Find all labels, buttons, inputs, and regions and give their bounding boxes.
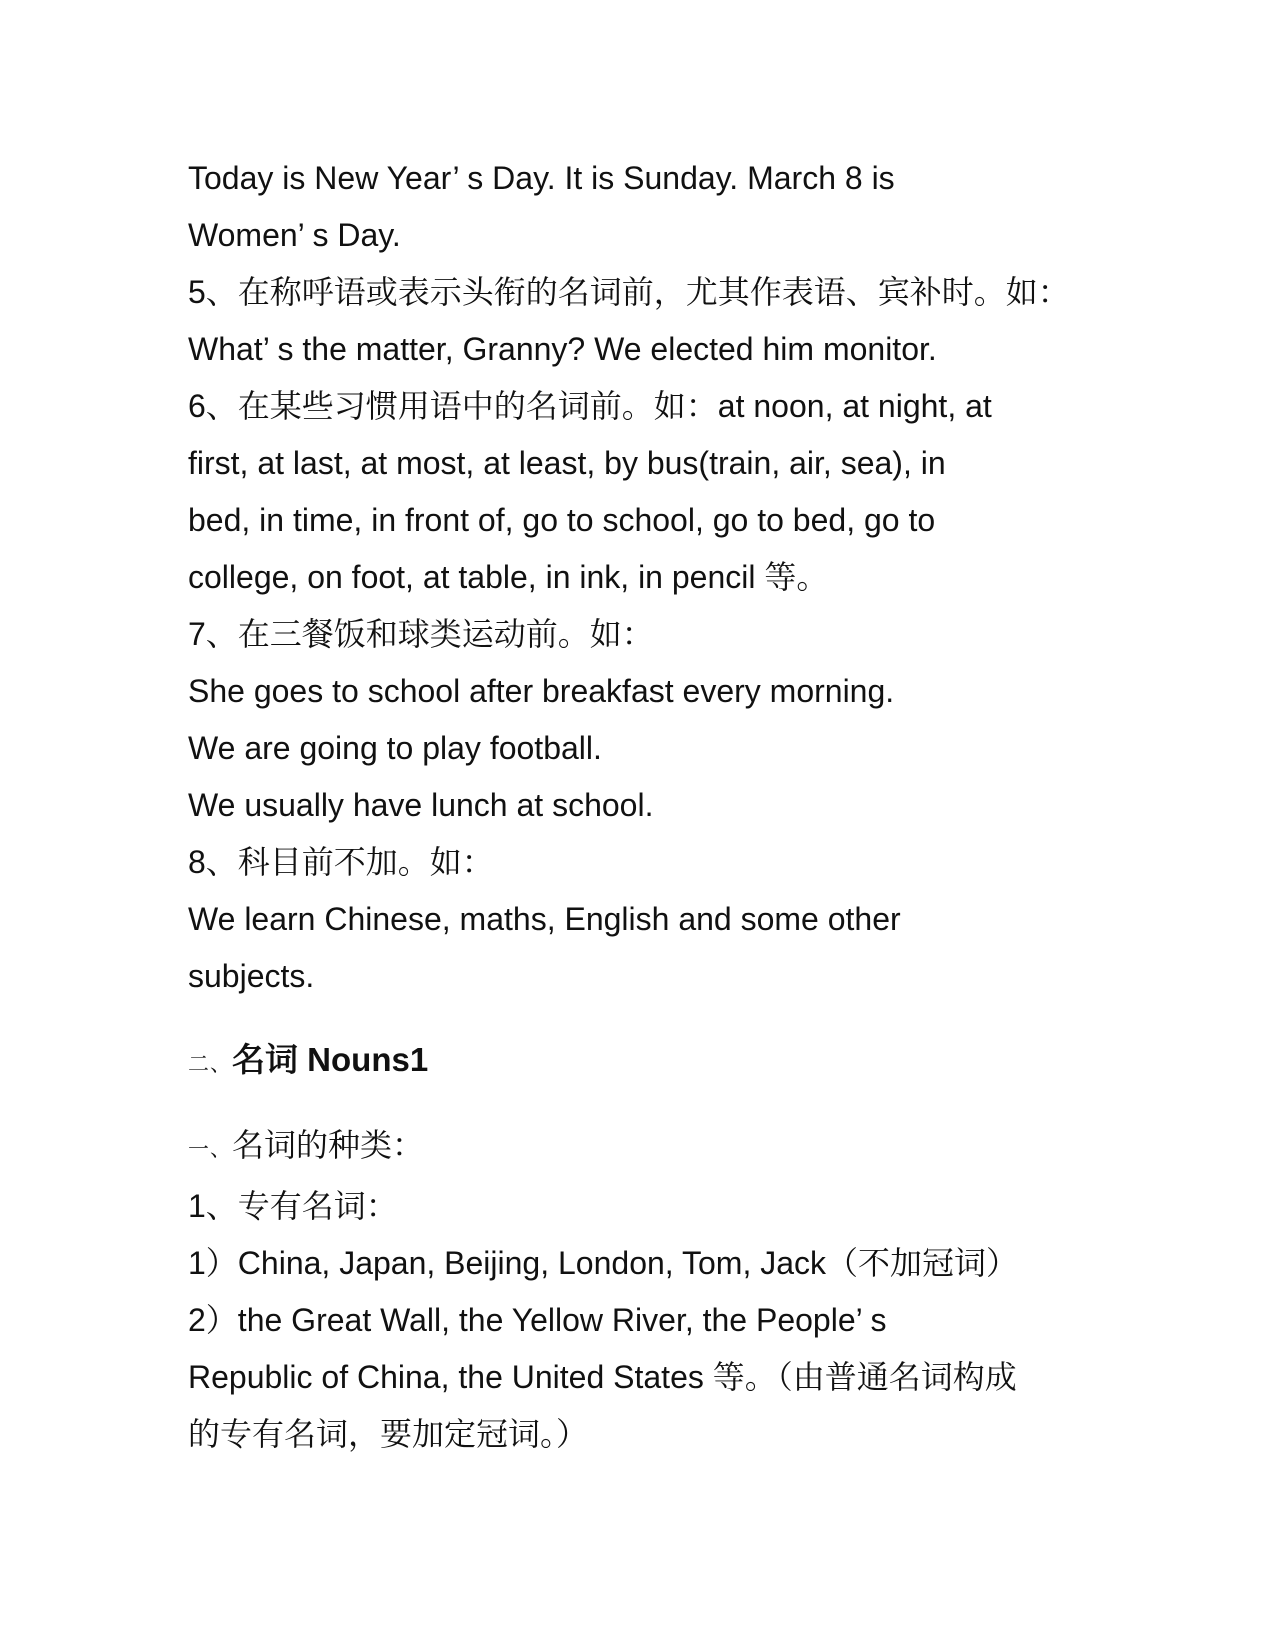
document-body [188,150,1108,1463]
text-line: 8、科目前不加。如： [188,844,494,880]
text-line: 6、在某些习惯用语中的名词前。如：at noon, at night, at [188,388,992,424]
text-line: subjects. [188,958,315,994]
heading-number: 二、 [188,1053,232,1076]
text-line: 1）China, Japan, Beijing, London, Tom, Jack（不加冠词） [188,1245,1019,1281]
text-line: Today is New Year’ s Day. It is Sunday. March 8 is [188,160,895,196]
text-line: We learn Chinese, maths, English and some other [188,901,901,937]
subheading-text: 名词的种类： [232,1127,425,1163]
text-line: bed, in time, in front of, go to school, go to bed, go to [188,502,936,538]
text-line: 1、专有名词： [188,1188,398,1224]
text-line: 2）the Great Wall, the Yellow River, the People’ s [188,1302,887,1338]
text-line: 5、在称呼语或表示头衔的名词前，尤其作表语、宾补时。如： [188,274,1070,310]
heading-title: 名词 Nouns1 [232,1041,429,1078]
text-line: 7、在三餐饭和球类运动前。如： [188,616,654,652]
section-heading [188,1031,1108,1093]
text-line: Republic of China, the United States 等。（由普通名词构成 [188,1359,1017,1395]
text-line: We usually have lunch at school. [188,787,654,823]
text-line: What’ s the matter, Granny? We elected him monitor. [188,331,937,367]
text-line: We are going to play football. [188,730,602,766]
text-line: first, at last, at most, at least, by bus(train, air, sea), in [188,445,946,481]
text-line: college, on foot, at table, in ink, in pencil 等。 [188,559,829,595]
subheading [188,1117,1108,1178]
section-noun-types [188,1117,1108,1463]
subheading-number: 一、 [188,1138,232,1161]
text-line: Women’ s Day. [188,217,401,253]
section-articles-continued [188,150,1108,1005]
text-line: She goes to school after breakfast every morning. [188,673,895,709]
text-line: 的专有名词，要加定冠词。） [188,1416,589,1452]
